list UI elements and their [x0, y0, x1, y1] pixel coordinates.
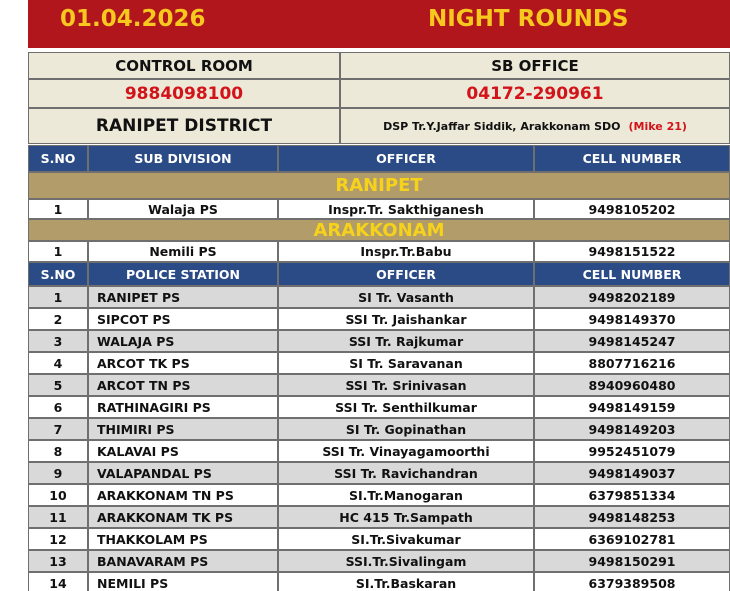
- station-row-sno: 8: [28, 440, 88, 462]
- station-row-sno: 14: [28, 572, 88, 591]
- station-row-station: SIPCOT PS: [88, 308, 278, 330]
- sheet-body: [16, 0, 730, 591]
- title-bar: [28, 0, 730, 48]
- dsp-text: DSP Tr.Y.Jaffar Siddik, Arakkonam SDO: [383, 119, 621, 133]
- ranipet-row-officer: Inspr.Tr. Sakthiganesh: [278, 199, 534, 219]
- station-row-officer: SI.Tr.Manogaran: [278, 484, 534, 506]
- station-row-sno: 2: [28, 308, 88, 330]
- station-row-cell: 9498149037: [534, 462, 730, 484]
- station-row-cell: 8940960480: [534, 374, 730, 396]
- arakkonam-row-sno: 1: [28, 241, 88, 262]
- dsp-code: (Mike 21): [628, 119, 687, 133]
- section-arakkonam: ARAKKONAM: [28, 219, 730, 241]
- control-room-label: CONTROL ROOM: [28, 52, 340, 79]
- arakkonam-row-unit: Nemili PS: [88, 241, 278, 262]
- station-row-cell: 6379389508: [534, 572, 730, 591]
- station-row-officer: SSI Tr. Vinayagamoorthi: [278, 440, 534, 462]
- station-row-cell: 9498202189: [534, 286, 730, 308]
- left-margin: [0, 0, 16, 591]
- station-row-station: NEMILI PS: [88, 572, 278, 591]
- station-row-station: ARCOT TK PS: [88, 352, 278, 374]
- station-row-cell: 9498150291: [534, 550, 730, 572]
- station-row-station: WALAJA PS: [88, 330, 278, 352]
- station-row-officer: SI.Tr.Baskaran: [278, 572, 534, 591]
- station-col-header-station: POLICE STATION: [88, 262, 278, 286]
- station-row-station: ARCOT TN PS: [88, 374, 278, 396]
- station-row-officer: SI.Tr.Sivakumar: [278, 528, 534, 550]
- station-row-sno: 1: [28, 286, 88, 308]
- station-row-officer: SSI Tr. Jaishankar: [278, 308, 534, 330]
- station-row-officer: SI Tr. Gopinathan: [278, 418, 534, 440]
- station-row-sno: 5: [28, 374, 88, 396]
- station-row-officer: SI Tr. Saravanan: [278, 352, 534, 374]
- station-row-station: ARAKKONAM TN PS: [88, 484, 278, 506]
- station-row-station: ARAKKONAM TK PS: [88, 506, 278, 528]
- station-row-station: KALAVAI PS: [88, 440, 278, 462]
- col-header-officer: OFFICER: [278, 145, 534, 172]
- station-row-station: THIMIRI PS: [88, 418, 278, 440]
- dsp-info: [340, 108, 730, 144]
- station-row-officer: HC 415 Tr.Sampath: [278, 506, 534, 528]
- station-row-officer: SSI Tr. Rajkumar: [278, 330, 534, 352]
- station-row-sno: 11: [28, 506, 88, 528]
- station-row-station: RANIPET PS: [88, 286, 278, 308]
- station-row-station: BANAVARAM PS: [88, 550, 278, 572]
- station-row-officer: SSI.Tr.Sivalingam: [278, 550, 534, 572]
- sb-office-label: SB OFFICE: [340, 52, 730, 79]
- station-row-cell: 9498149159: [534, 396, 730, 418]
- col-header-sno: S.NO: [28, 145, 88, 172]
- station-row-sno: 13: [28, 550, 88, 572]
- station-row-station: VALAPANDAL PS: [88, 462, 278, 484]
- station-row-cell: 6369102781: [534, 528, 730, 550]
- station-row-cell: 9498149203: [534, 418, 730, 440]
- station-row-sno: 12: [28, 528, 88, 550]
- station-col-header-sno: S.NO: [28, 262, 88, 286]
- station-row-sno: 4: [28, 352, 88, 374]
- ranipet-row-sno: 1: [28, 199, 88, 219]
- station-row-officer: SSI Tr. Srinivasan: [278, 374, 534, 396]
- station-row-officer: SSI Tr. Ravichandran: [278, 462, 534, 484]
- station-col-header-cell-number: CELL NUMBER: [534, 262, 730, 286]
- control-room-phone: 9884098100: [28, 79, 340, 108]
- ranipet-row-cell: 9498105202: [534, 199, 730, 219]
- station-row-sno: 10: [28, 484, 88, 506]
- page-title: NIGHT ROUNDS: [428, 6, 629, 32]
- station-row-sno: 7: [28, 418, 88, 440]
- col-header-sub-division: SUB DIVISION: [88, 145, 278, 172]
- station-row-officer: SI Tr. Vasanth: [278, 286, 534, 308]
- station-row-station: RATHINAGIRI PS: [88, 396, 278, 418]
- date-label: 01.04.2026: [60, 6, 206, 32]
- station-row-cell: 8807716216: [534, 352, 730, 374]
- station-row-cell: 9498149370: [534, 308, 730, 330]
- col-header-cell-number: CELL NUMBER: [534, 145, 730, 172]
- station-row-sno: 3: [28, 330, 88, 352]
- arakkonam-row-officer: Inspr.Tr.Babu: [278, 241, 534, 262]
- station-row-sno: 6: [28, 396, 88, 418]
- station-row-cell: 9498145247: [534, 330, 730, 352]
- station-row-cell: 6379851334: [534, 484, 730, 506]
- station-row-cell: 9498148253: [534, 506, 730, 528]
- district-name: RANIPET DISTRICT: [28, 108, 340, 144]
- station-col-header-officer: OFFICER: [278, 262, 534, 286]
- station-row-cell: 9952451079: [534, 440, 730, 462]
- station-row-sno: 9: [28, 462, 88, 484]
- arakkonam-row-cell: 9498151522: [534, 241, 730, 262]
- ranipet-row-unit: Walaja PS: [88, 199, 278, 219]
- station-row-station: THAKKOLAM PS: [88, 528, 278, 550]
- station-row-officer: SSI Tr. Senthilkumar: [278, 396, 534, 418]
- section-ranipet: RANIPET: [28, 172, 730, 199]
- sb-office-phone: 04172-290961: [340, 79, 730, 108]
